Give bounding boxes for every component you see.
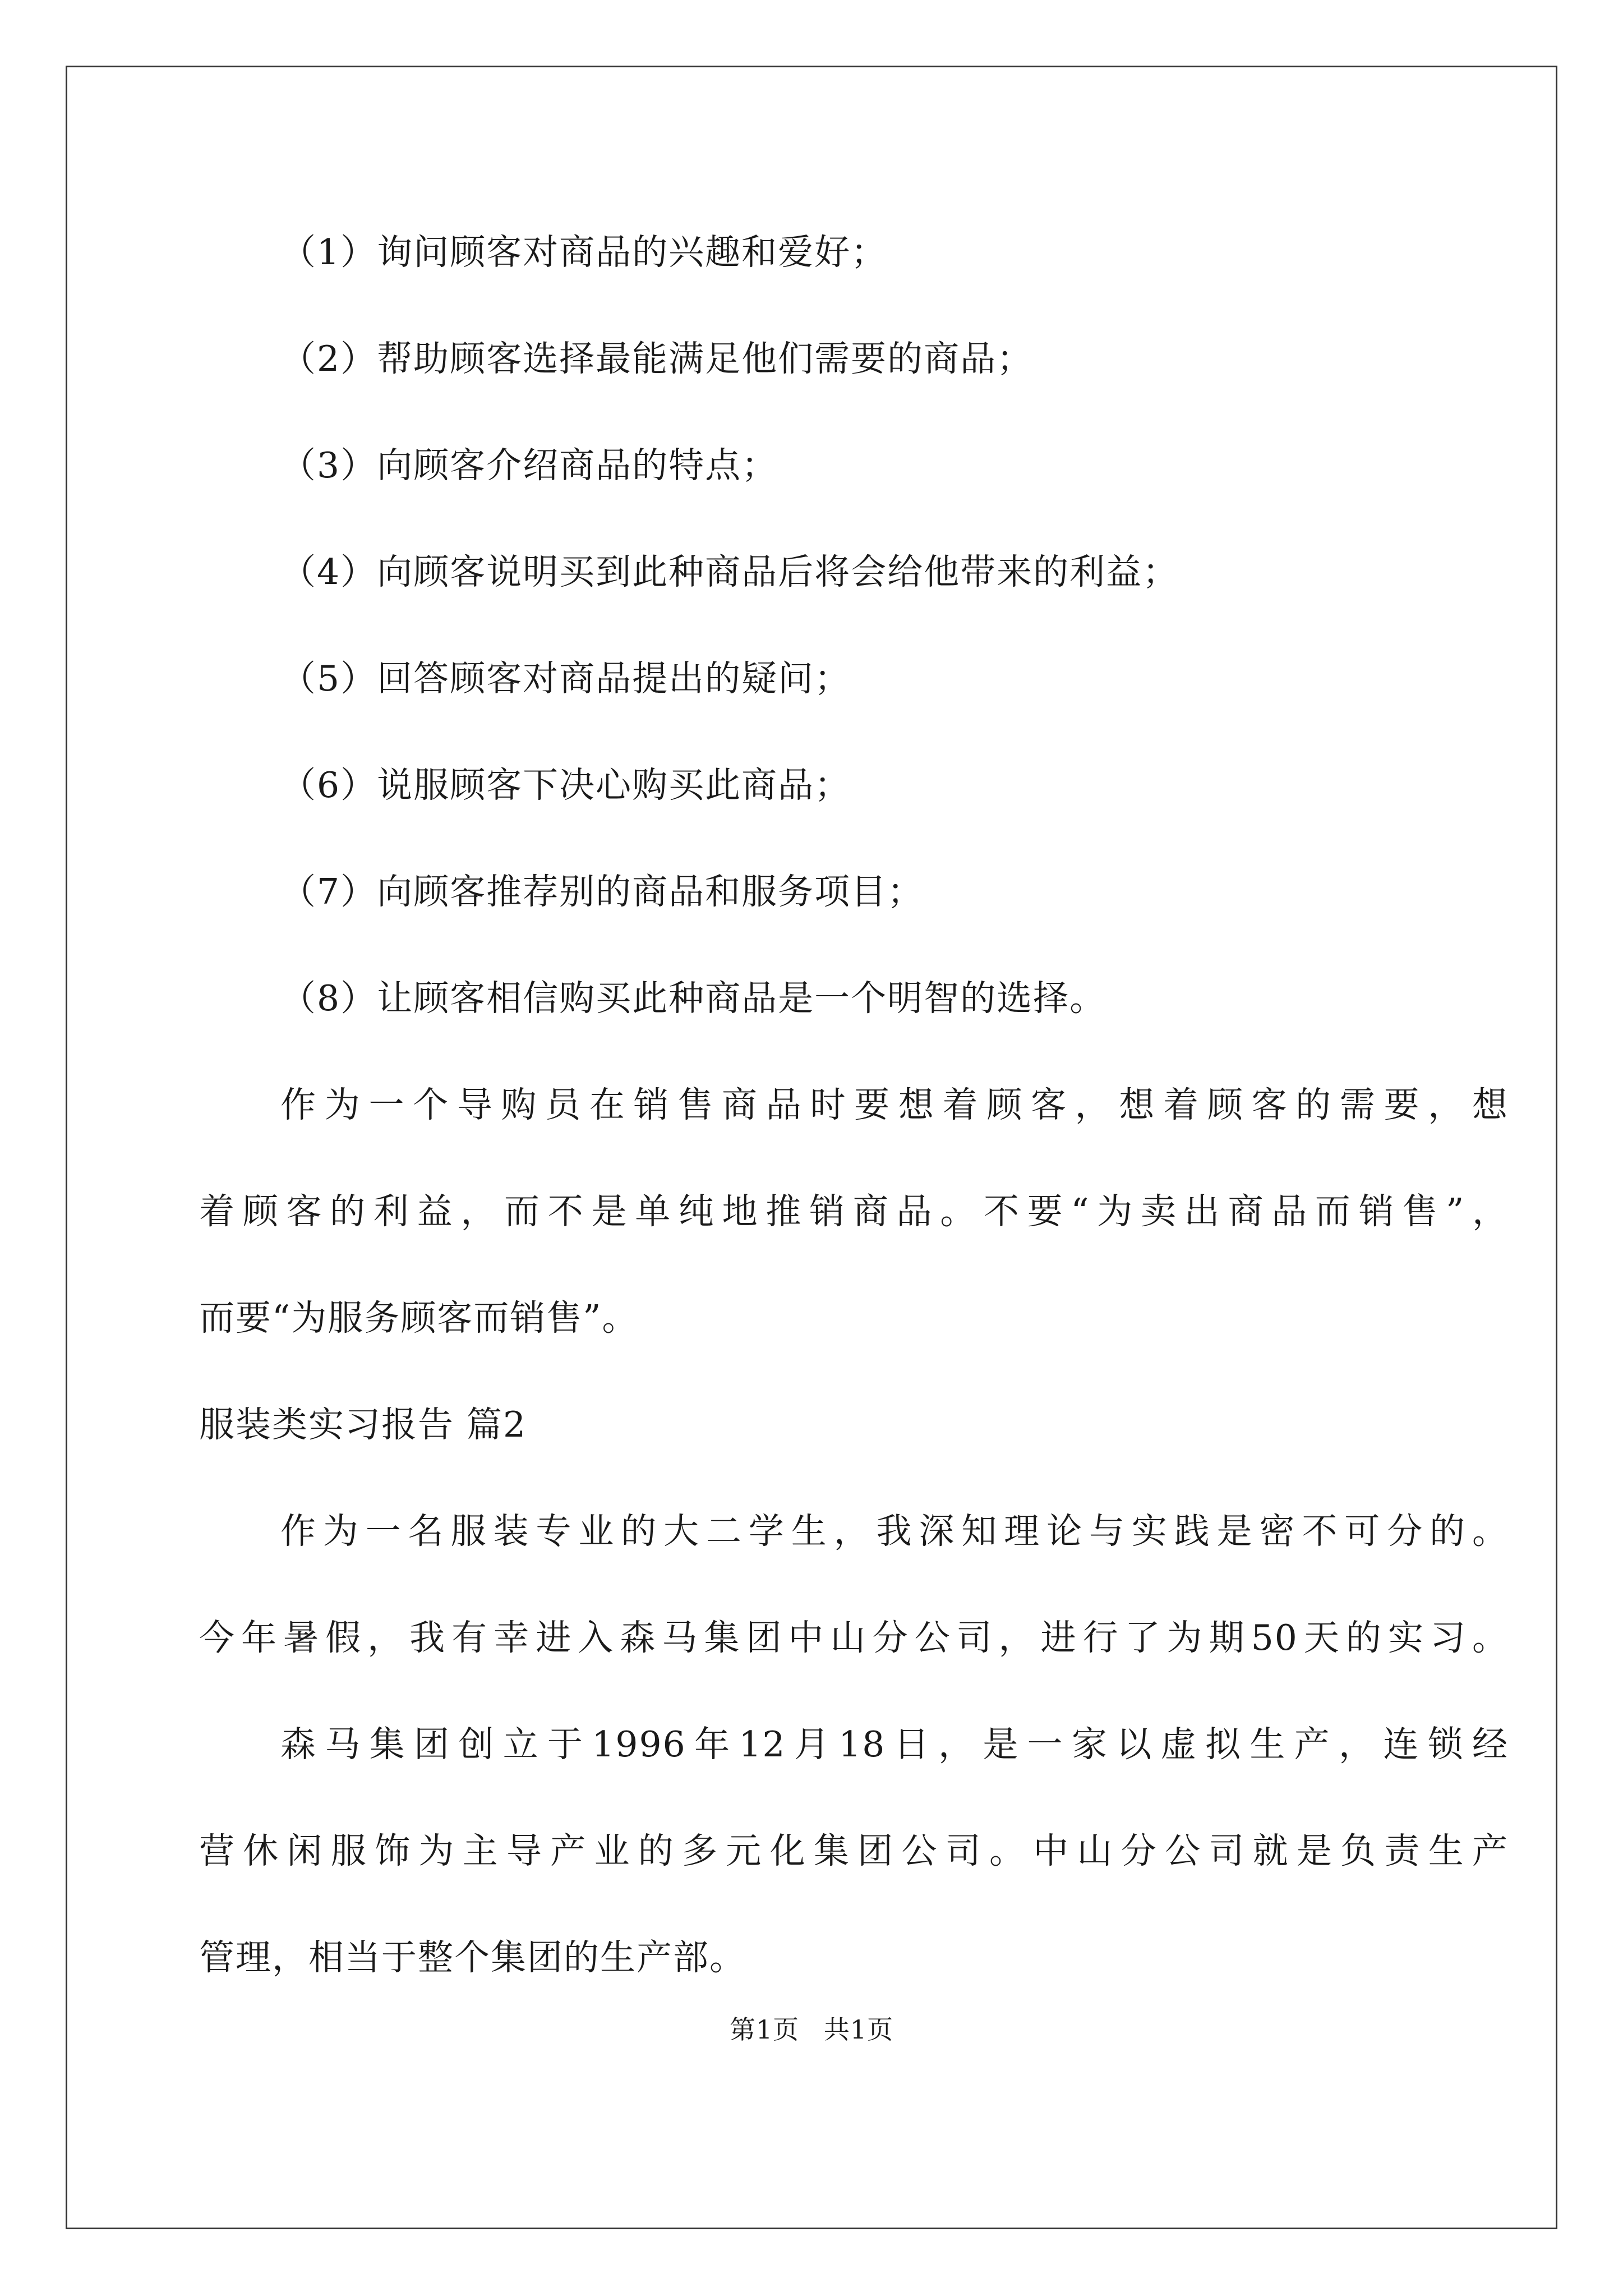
list-item: （3）向顾客介绍商品的特点； [280,445,778,486]
list-item: （6）说服顾客下决心购买此商品； [280,765,851,806]
paragraph-line: 而要“为服务顾客而销售”。 [199,1297,639,1338]
list-item: （8）让顾客相信购买此种商品是一个明智的选择。 [280,978,1106,1019]
list-item: （7）向顾客推荐别的商品和服务项目； [280,871,924,912]
paragraph-line: 着顾客的利益，而不是单纯地推销商品。不要“为卖出商品而销售”， [199,1191,1509,1232]
list-item: （1）询问顾客对商品的兴趣和爱好； [280,232,888,273]
list-item: （2）帮助顾客选择最能满足他们需要的商品； [280,338,1034,379]
paragraph-line: 作为一名服装专业的大二学生，我深知理论与实践是密不可分的。 [280,1511,1509,1552]
paragraph-line: 作为一个导购员在销售商品时要想着顾客，想着顾客的需要，想 [280,1084,1509,1125]
page-footer [0,2013,1623,2046]
paragraph-line: 今年暑假，我有幸进入森马集团中山分公司，进行了为期50天的实习。 [199,1617,1509,1658]
section-heading: 服装类实习报告 篇2 [199,1404,527,1445]
page-total: 共1页 [823,2014,894,2045]
paragraph-line: 森马集团创立于1996年12月18日，是一家以虚拟生产，连锁经 [280,1724,1509,1765]
page-number: 第1页 [729,2014,800,2045]
paragraph-line: 管理，相当于整个集团的生产部。 [199,1937,746,1978]
paragraph-line: 营休闲服饰为主导产业的多元化集团公司。中山分公司就是负责生产 [199,1830,1509,1871]
list-item: （5）回答顾客对商品提出的疑问； [280,658,851,699]
list-item: （4）向顾客说明买到此种商品后将会给他带来的利益； [280,551,1179,592]
page-frame [66,66,1557,2229]
